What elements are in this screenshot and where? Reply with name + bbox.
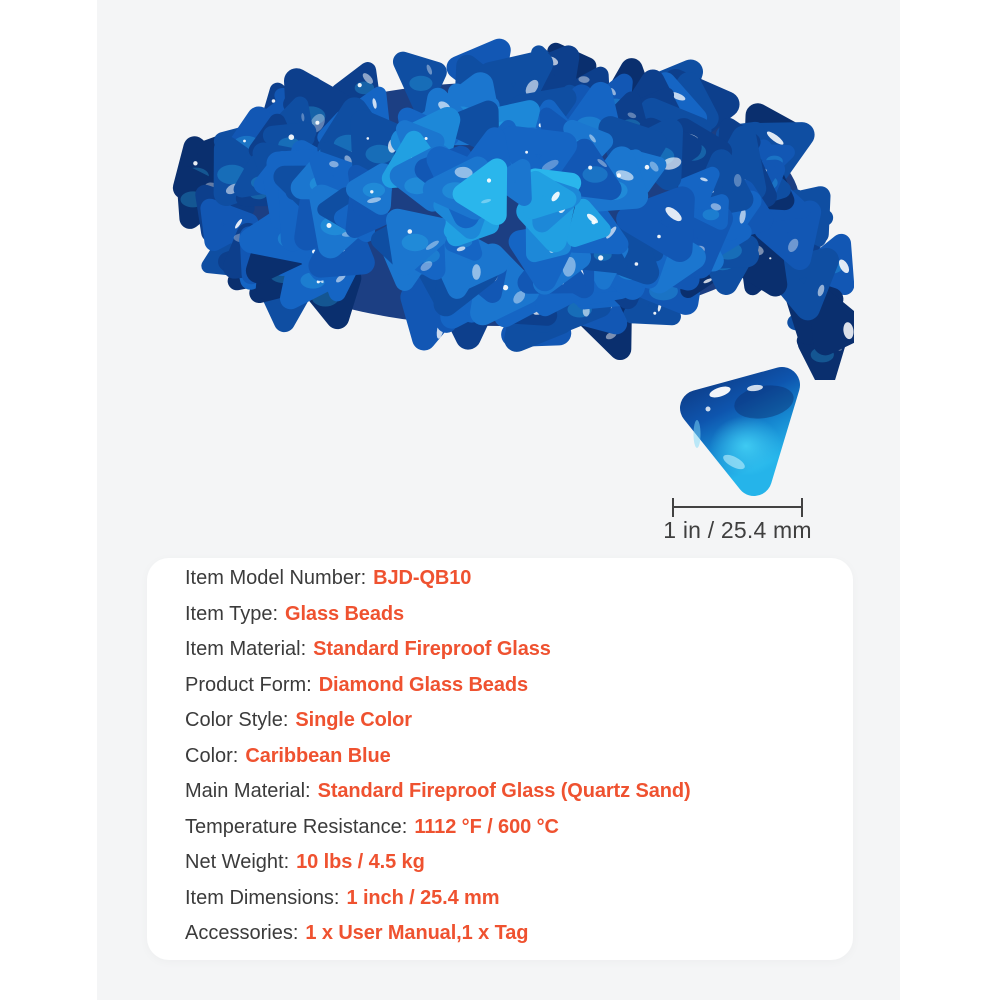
spec-value: Caribbean Blue — [245, 744, 391, 767]
spec-value: Single Color — [295, 709, 412, 732]
spec-row — [185, 916, 833, 952]
spec-row — [185, 561, 833, 597]
spec-row — [185, 810, 833, 846]
spec-value: BJD-QB10 — [373, 567, 472, 590]
spec-value: Standard Fireproof Glass (Quartz Sand) — [317, 780, 691, 803]
spec-label: Item Model Number: — [185, 567, 367, 590]
spec-row — [185, 881, 833, 917]
spec-row — [185, 632, 833, 668]
spec-label: Net Weight: — [185, 851, 290, 874]
spec-value: 1 inch / 25.4 mm — [346, 886, 500, 909]
bead-pile-photo — [150, 22, 854, 380]
spec-value: Glass Beads — [285, 602, 404, 625]
spec-value: Diamond Glass Beads — [318, 673, 528, 696]
spec-value: Standard Fireproof Glass — [313, 638, 551, 661]
spec-label: Item Type: — [185, 602, 279, 625]
spec-label: Temperature Resistance: — [185, 815, 408, 838]
spec-label: Item Dimensions: — [185, 886, 340, 909]
spec-label: Item Material: — [185, 638, 307, 661]
size-label: 1 in / 25.4 mm — [663, 517, 812, 543]
single-bead-shape — [694, 381, 797, 478]
spec-label: Color: — [185, 744, 239, 767]
spec-card — [147, 558, 853, 960]
spec-value: 1112 °F / 600 °C — [414, 815, 559, 838]
spec-label: Product Form: — [185, 673, 312, 696]
spec-label: Main Material: — [185, 780, 311, 803]
spec-row — [185, 845, 833, 881]
spec-value: 10 lbs / 4.5 kg — [296, 851, 425, 874]
single-bead-photo — [668, 362, 808, 498]
ruler-line — [674, 506, 801, 508]
spec-label: Accessories: — [185, 922, 299, 945]
spec-label: Color Style: — [185, 709, 289, 732]
spec-row — [185, 703, 833, 739]
spec-row — [185, 668, 833, 704]
spec-row — [185, 597, 833, 633]
spec-value: 1 x User Manual,1 x Tag — [305, 922, 529, 945]
spec-row — [185, 739, 833, 775]
size-ruler — [672, 498, 803, 517]
spec-row — [185, 774, 833, 810]
